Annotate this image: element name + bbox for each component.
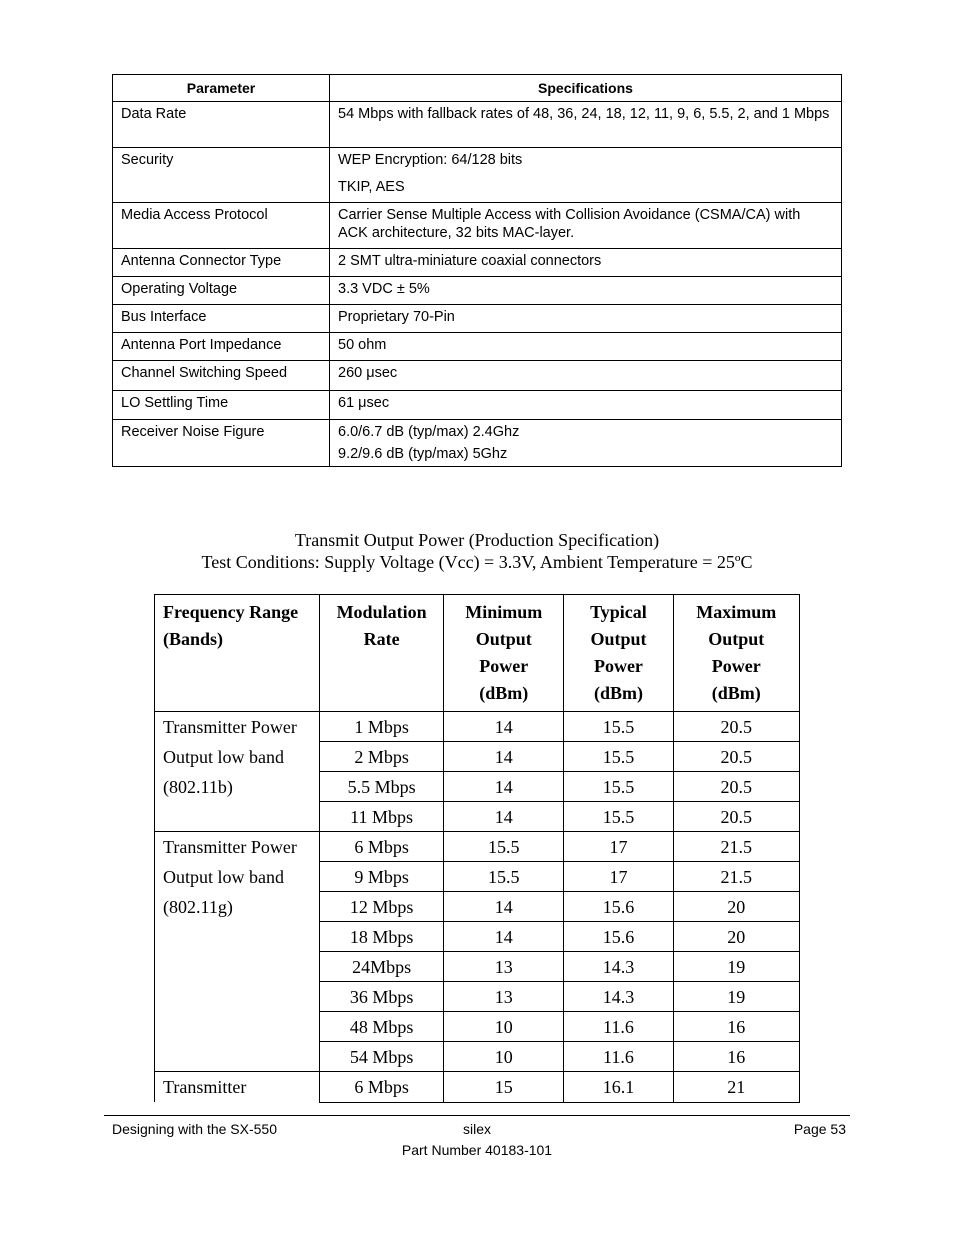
parameter-header: Parameter — [113, 75, 330, 102]
header-line: Power — [479, 656, 529, 676]
minimum-power-cell: 10 — [444, 1012, 564, 1042]
modulation-rate-cell: 6 Mbps — [319, 832, 443, 862]
typical-power-cell: 11.6 — [564, 1042, 673, 1072]
spec-value-line: TKIP, AES — [338, 179, 405, 195]
band-line: Output low band — [163, 867, 284, 887]
maximum-power-cell: 21 — [673, 1072, 799, 1103]
spec-value-line: Carrier Sense Multiple Access with Collision Avoidance (CSMA/CA) with ACK architecture, 32 bits MAC-layer. — [338, 207, 801, 241]
header-line: (dBm) — [479, 683, 529, 703]
maximum-power-cell: 21.5 — [673, 862, 799, 892]
maximum-power-cell: 19 — [673, 952, 799, 982]
spec-row — [113, 102, 842, 148]
spec-value-cell — [330, 420, 842, 467]
power-table-body — [155, 712, 800, 1103]
spec-row — [113, 391, 842, 420]
footer-company: silex — [462, 1121, 491, 1137]
maximum-output-header — [673, 595, 799, 712]
header-line: Typical — [590, 602, 647, 622]
modulation-rate-cell: 5.5 Mbps — [319, 772, 443, 802]
spec-parameter-cell: Antenna Port Impedance — [113, 333, 330, 361]
maximum-power-cell: 20.5 — [673, 802, 799, 832]
modulation-rate-cell: 18 Mbps — [319, 922, 443, 952]
typical-power-cell: 15.5 — [564, 772, 673, 802]
header-line: (dBm) — [711, 683, 761, 703]
spec-value-line: 2 SMT ultra-miniature coaxial connectors — [338, 253, 602, 269]
typical-power-cell: 14.3 — [564, 952, 673, 982]
minimum-power-cell: 14 — [444, 742, 564, 772]
spec-row — [113, 148, 842, 203]
spec-row — [113, 420, 842, 467]
band-cell — [155, 1072, 320, 1103]
typical-power-cell: 17 — [564, 832, 673, 862]
minimum-power-cell: 15 — [444, 1072, 564, 1103]
typical-power-cell: 15.6 — [564, 892, 673, 922]
modulation-rate-cell: 24Mbps — [319, 952, 443, 982]
spec-value-line: 54 Mbps with fallback rates of 48, 36, 24, 18, 12, 11, 9, 6, 5.5, 2, and 1 Mbps — [338, 106, 830, 122]
typical-power-cell: 16.1 — [564, 1072, 673, 1103]
typical-power-cell: 15.5 — [564, 742, 673, 772]
typical-power-cell: 15.6 — [564, 922, 673, 952]
modulation-rate-cell: 54 Mbps — [319, 1042, 443, 1072]
spec-value-line: 61 μsec — [338, 395, 390, 411]
modulation-rate-cell: 48 Mbps — [319, 1012, 443, 1042]
minimum-power-cell: 15.5 — [444, 832, 564, 862]
spec-header-row — [113, 75, 842, 102]
modulation-rate-cell: 6 Mbps — [319, 1072, 443, 1103]
power-table-conditions: Test Conditions: Supply Voltage (Vcc) = 3.3V, Ambient Temperature = 25ºC — [201, 552, 753, 572]
typical-power-cell: 15.5 — [564, 712, 673, 742]
spec-value-cell — [330, 148, 842, 203]
spec-row — [113, 361, 842, 391]
maximum-power-cell: 21.5 — [673, 832, 799, 862]
maximum-power-cell: 19 — [673, 982, 799, 1012]
typical-power-cell: 17 — [564, 862, 673, 892]
minimum-power-cell: 14 — [444, 892, 564, 922]
header-line: Minimum — [465, 602, 543, 622]
spec-parameter-cell: Operating Voltage — [113, 277, 330, 305]
spec-value-cell — [330, 249, 842, 277]
spec-row — [113, 249, 842, 277]
typical-power-cell: 15.5 — [564, 802, 673, 832]
spec-parameter-cell: Channel Switching Speed — [113, 361, 330, 391]
spec-value-cell — [330, 277, 842, 305]
spec-value-line: 9.2/9.6 dB (typ/max) 5Ghz — [338, 446, 508, 462]
spec-value-line: 6.0/6.7 dB (typ/max) 2.4Ghz — [338, 424, 520, 440]
footer-part-number: Part Number 40183-101 — [401, 1142, 553, 1158]
power-row — [155, 1072, 800, 1103]
header-line: Output — [590, 629, 647, 649]
spec-value-line: WEP Encryption: 64/128 bits — [338, 152, 523, 168]
spec-row — [113, 305, 842, 333]
typical-power-cell: 14.3 — [564, 982, 673, 1012]
spec-value-cell — [330, 333, 842, 361]
spec-parameter-cell: Bus Interface — [113, 305, 330, 333]
modulation-rate-cell: 9 Mbps — [319, 862, 443, 892]
header-line: Power — [593, 656, 643, 676]
header-line: Output — [708, 629, 765, 649]
maximum-power-cell: 20.5 — [673, 712, 799, 742]
spec-value-cell — [330, 391, 842, 420]
spec-value-cell — [330, 305, 842, 333]
spec-value-cell — [330, 203, 842, 249]
maximum-power-cell: 20 — [673, 922, 799, 952]
minimum-power-cell: 14 — [444, 802, 564, 832]
modulation-rate-cell: 11 Mbps — [319, 802, 443, 832]
band-line: Transmitter — [163, 1077, 247, 1097]
modulation-rate-cell: 1 Mbps — [319, 712, 443, 742]
header-line: Power — [711, 656, 761, 676]
maximum-power-cell: 20 — [673, 892, 799, 922]
minimum-power-cell: 14 — [444, 772, 564, 802]
spec-parameter-cell: LO Settling Time — [113, 391, 330, 420]
specifications-header: Specifications — [330, 75, 842, 102]
modulation-rate-cell: 36 Mbps — [319, 982, 443, 1012]
spec-value-cell — [330, 102, 842, 148]
minimum-power-cell: 15.5 — [444, 862, 564, 892]
header-line: Output — [475, 629, 532, 649]
band-line: (802.11g) — [163, 897, 233, 917]
spec-value-cell — [330, 361, 842, 391]
power-row — [155, 832, 800, 862]
minimum-power-cell: 14 — [444, 712, 564, 742]
minimum-power-cell: 14 — [444, 922, 564, 952]
minimum-power-cell: 10 — [444, 1042, 564, 1072]
header-line: Frequency Range — [163, 602, 299, 622]
band-cell — [155, 712, 320, 832]
power-header-row — [155, 595, 800, 712]
band-line: (802.11b) — [163, 777, 233, 797]
header-line: Maximum — [696, 602, 777, 622]
spec-table-body — [113, 102, 842, 467]
header-line: (Bands) — [163, 629, 224, 649]
spec-value-line: Proprietary 70-Pin — [338, 309, 455, 325]
band-line: Transmitter Power — [163, 837, 297, 857]
band-line: Output low band — [163, 747, 284, 767]
footer-page-number: Page 53 — [793, 1121, 846, 1137]
spec-parameter-cell: Data Rate — [113, 102, 330, 148]
header-line: Modulation — [336, 602, 427, 622]
spec-value-line: 260 μsec — [338, 365, 398, 381]
band-line: Transmitter Power — [163, 717, 297, 737]
modulation-rate-cell: 2 Mbps — [319, 742, 443, 772]
maximum-power-cell: 16 — [673, 1042, 799, 1072]
spec-row — [113, 203, 842, 249]
footer-document-title: Designing with the SX-550 — [112, 1121, 277, 1137]
spec-parameter-cell: Receiver Noise Figure — [113, 420, 330, 467]
spec-row — [113, 277, 842, 305]
maximum-power-cell: 20.5 — [673, 742, 799, 772]
specifications-table — [112, 74, 842, 467]
minimum-output-header — [444, 595, 564, 712]
spec-parameter-cell: Media Access Protocol — [113, 203, 330, 249]
maximum-power-cell: 16 — [673, 1012, 799, 1042]
header-line: Rate — [363, 629, 400, 649]
power-row — [155, 712, 800, 742]
minimum-power-cell: 13 — [444, 982, 564, 1012]
modulation-rate-cell: 12 Mbps — [319, 892, 443, 922]
spec-parameter-cell: Antenna Connector Type — [113, 249, 330, 277]
minimum-power-cell: 13 — [444, 952, 564, 982]
band-cell — [155, 832, 320, 1072]
page-footer — [104, 1115, 850, 1158]
spec-parameter-cell: Security — [113, 148, 330, 203]
spec-row — [113, 333, 842, 361]
power-table-title: Transmit Output Power (Production Specification) — [294, 530, 660, 550]
typical-output-header — [564, 595, 673, 712]
spec-value-line: 50 ohm — [338, 337, 387, 353]
frequency-range-header — [155, 595, 320, 712]
modulation-rate-header — [319, 595, 443, 712]
transmit-power-table — [154, 594, 800, 1103]
spec-value-line: 3.3 VDC ± 5% — [338, 281, 430, 297]
maximum-power-cell: 20.5 — [673, 772, 799, 802]
header-line: (dBm) — [593, 683, 643, 703]
typical-power-cell: 11.6 — [564, 1012, 673, 1042]
